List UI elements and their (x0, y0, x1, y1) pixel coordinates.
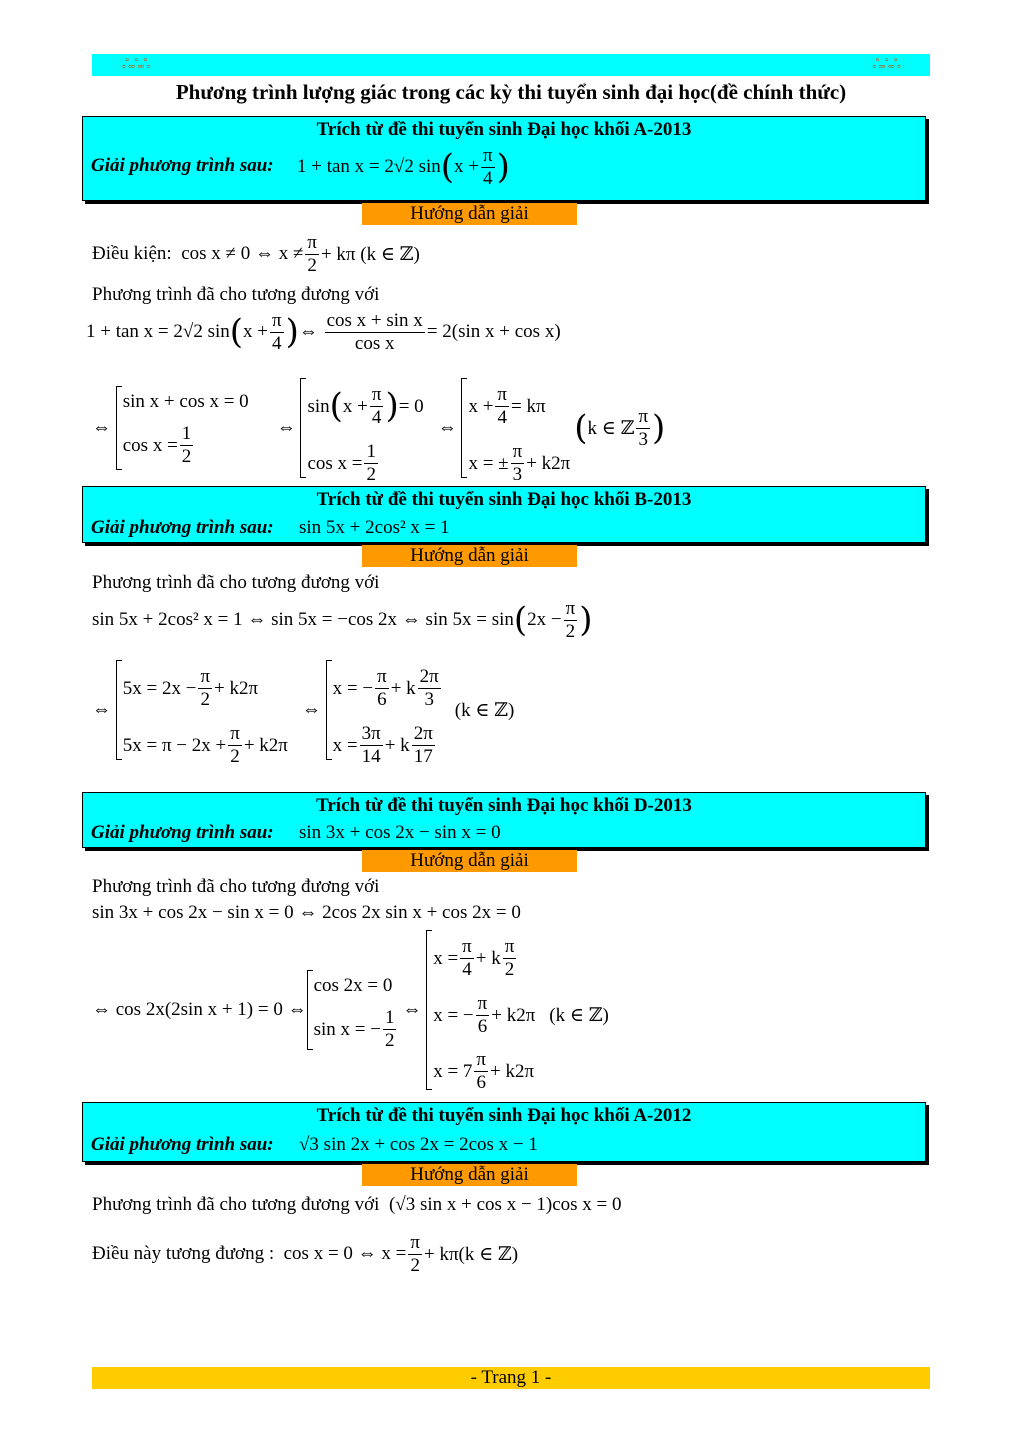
derivation-line-1: sin 3x + cos 2x − sin x = 0 ⇔ 2cos 2x sin x + cos 2x = 0 (92, 902, 521, 923)
guide-banner: Hướng dẫn giải (362, 545, 577, 567)
problem-box-b2013 (82, 486, 926, 543)
problem-box-d2013 (82, 792, 926, 848)
solve-label: Giải phương trình sau: (91, 1134, 274, 1155)
page-footer: - Trang 1 - (92, 1367, 930, 1389)
derivation-system: ⇔ cos 2x(2sin x + 1) = 0 ⇔ cos 2x = 0 sin x = − $\frac{1}{2}$ ⇔ x = $\frac{\pi}{4}$ + k $\frac{\pi}{2}$ x = − $\frac{\pi}{6}$ + k2π (k ∈ ℤ) x = 7 $\frac{\pi}{6}$ + k2π (92, 930, 609, 1090)
page-title: Phương trình lượng giác trong các kỳ thi tuyển sinh đại học(đề chính thức) (175, 80, 847, 104)
guide-banner: Hướng dẫn giải (362, 203, 577, 225)
condition-line: Điều kiện: cos x ≠ 0 ⇔ x ≠ $\frac{\pi}{2}$ + kπ (k ∈ ℤ) (92, 232, 420, 276)
problem-equation: √3 sin 2x + cos 2x = 2cos x − 1 (299, 1134, 538, 1155)
ornament-left-icon: ஃஃஃ (122, 57, 150, 72)
problem-equation: sin 5x + 2cos² x = 1 (299, 517, 450, 538)
problem-title: Trích từ đề thi tuyển sinh Đại học khối A-2012 (316, 1105, 692, 1126)
derivation-system: ⇔ sin x + cos x = 0 cos x = $\frac{1}{2}$ ⇔ sin ( x + $\frac{\pi}{4}$ ) = 0 cos x = $\frac{1}{2}$ ⇔ x + $\frac{\pi}{4}$ = kπ x = ± $\frac{\pi}{3}$ + k2π ( k ∈ ℤ $\frac{\pi}{3}$ ) (92, 378, 665, 478)
solve-label: Giải phương trình sau: (91, 822, 274, 843)
problem-equation: sin 3x + cos 2x − sin x = 0 (299, 822, 501, 843)
equivalent-text: Phương trình đã cho tương đương với (92, 876, 380, 897)
derivation-line-1: 1 + tan x = 2√2 sin ( x + $\frac{\pi}{4}$ ) ⇔ $\frac{\text{cos x + sin x}}{\text{cos x}}$ = 2(sin x + cos x) (86, 310, 561, 354)
guide-banner: Hướng dẫn giải (362, 1164, 577, 1186)
ornament-right-icon: ஃஃஃ (872, 57, 900, 72)
top-banner (92, 54, 930, 76)
derivation-line-2: Điều này tương đương : cos x = 0 ⇔ x = $\frac{\pi}{2}$ + kπ(k ∈ ℤ) (92, 1232, 519, 1276)
solve-label: Giải phương trình sau: (91, 155, 274, 176)
guide-banner: Hướng dẫn giải (362, 850, 577, 872)
derivation-line-1: Phương trình đã cho tương đương với (√3 sin x + cos x − 1)cos x = 0 (92, 1194, 622, 1215)
solve-label: Giải phương trình sau: (91, 517, 274, 538)
derivation-system: ⇔ 5x = 2x − $\frac{\pi}{2}$ + k2π 5x = π − 2x + $\frac{\pi}{2}$ + k2π ⇔ x = − $\frac{\pi}{6}$ + k $\frac{2\pi}{3}$ x = $\frac{3\pi}{14}$ + k $\frac{2\pi}{17}$ (k ∈ ℤ) (92, 660, 514, 760)
problem-title: Trích từ đề thi tuyển sinh Đại học khối D-2013 (316, 795, 692, 816)
problem-title: Trích từ đề thi tuyển sinh Đại học khối A-2013 (316, 119, 692, 140)
problem-box-a2012 (82, 1102, 926, 1162)
equivalent-text: Phương trình đã cho tương đương với (92, 284, 380, 305)
problem-title: Trích từ đề thi tuyển sinh Đại học khối B-2013 (316, 489, 692, 510)
problem-equation: 1 + tan x = 2√2 sin ( x + $\frac{\pi}{4}$ ) (297, 145, 510, 189)
derivation-line-1: sin 5x + 2cos² x = 1 ⇔ sin 5x = −cos 2x ⇔ sin 5x = sin ( 2x − $\frac{\pi}{2}$ ) (92, 598, 593, 642)
problem-box-a2013 (82, 116, 926, 201)
equivalent-text: Phương trình đã cho tương đương với (92, 572, 380, 593)
